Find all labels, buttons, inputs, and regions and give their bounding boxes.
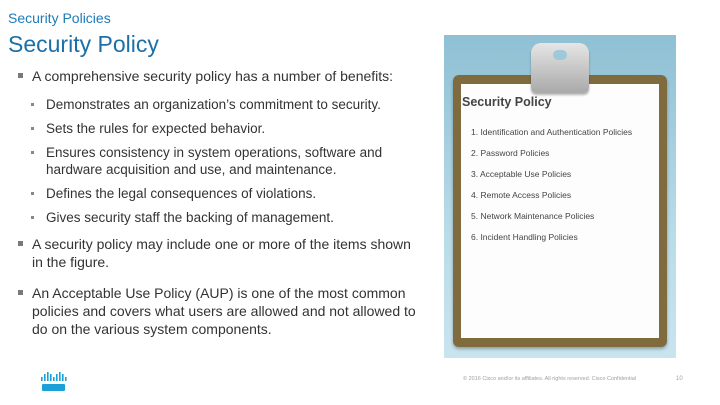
- figure-list-item: 5. Network Maintenance Policies: [471, 211, 595, 221]
- sub-bullet: Sets the rules for expected behavior.: [30, 120, 418, 137]
- clipboard-figure: [444, 35, 676, 358]
- bullet-list: [18, 67, 418, 351]
- figure-list-item: 4. Remote Access Policies: [471, 190, 572, 200]
- cisco-logo-icon: [40, 372, 67, 392]
- sub-bullet: Demonstrates an organization’s commitment to security.: [30, 96, 418, 113]
- figure-list-item: 2. Password Policies: [471, 148, 550, 158]
- footer-copyright: © 2016 Cisco and/or its affiliates. All rights reserved. Cisco Confidential: [463, 376, 637, 382]
- sub-bullet: Defines the legal consequences of violations.: [30, 185, 418, 202]
- section-title: Security Policies: [8, 10, 111, 26]
- figure-title: Security Policy: [462, 95, 552, 109]
- benefits-sublist: [18, 96, 418, 226]
- figure-list-item: 3. Acceptable Use Policies: [471, 169, 572, 179]
- figure-list-item: 6. Incident Handling Policies: [471, 232, 578, 242]
- clipboard-clip-icon: [531, 43, 589, 93]
- sub-bullet: Gives security staff the backing of management.: [30, 209, 418, 226]
- slide-title: Security Policy: [8, 31, 159, 57]
- figure-list-item: 1. Identification and Authentication Policies: [471, 127, 633, 137]
- figure-list: [471, 127, 651, 253]
- bullet-figure-items: A security policy may include one or more of the items shown in the figure.: [18, 235, 418, 271]
- sub-bullet: Ensures consistency in system operations, software and hardware acquisition and use, and maintenance.: [30, 144, 418, 178]
- bullet-aup: An Acceptable Use Policy (AUP) is one of the most common policies and covers what users are allowed and not allowed to do on the various system components.: [18, 284, 418, 338]
- bullet-benefits: A comprehensive security policy has a number of benefits:: [18, 67, 418, 85]
- page-number: 10: [676, 376, 683, 382]
